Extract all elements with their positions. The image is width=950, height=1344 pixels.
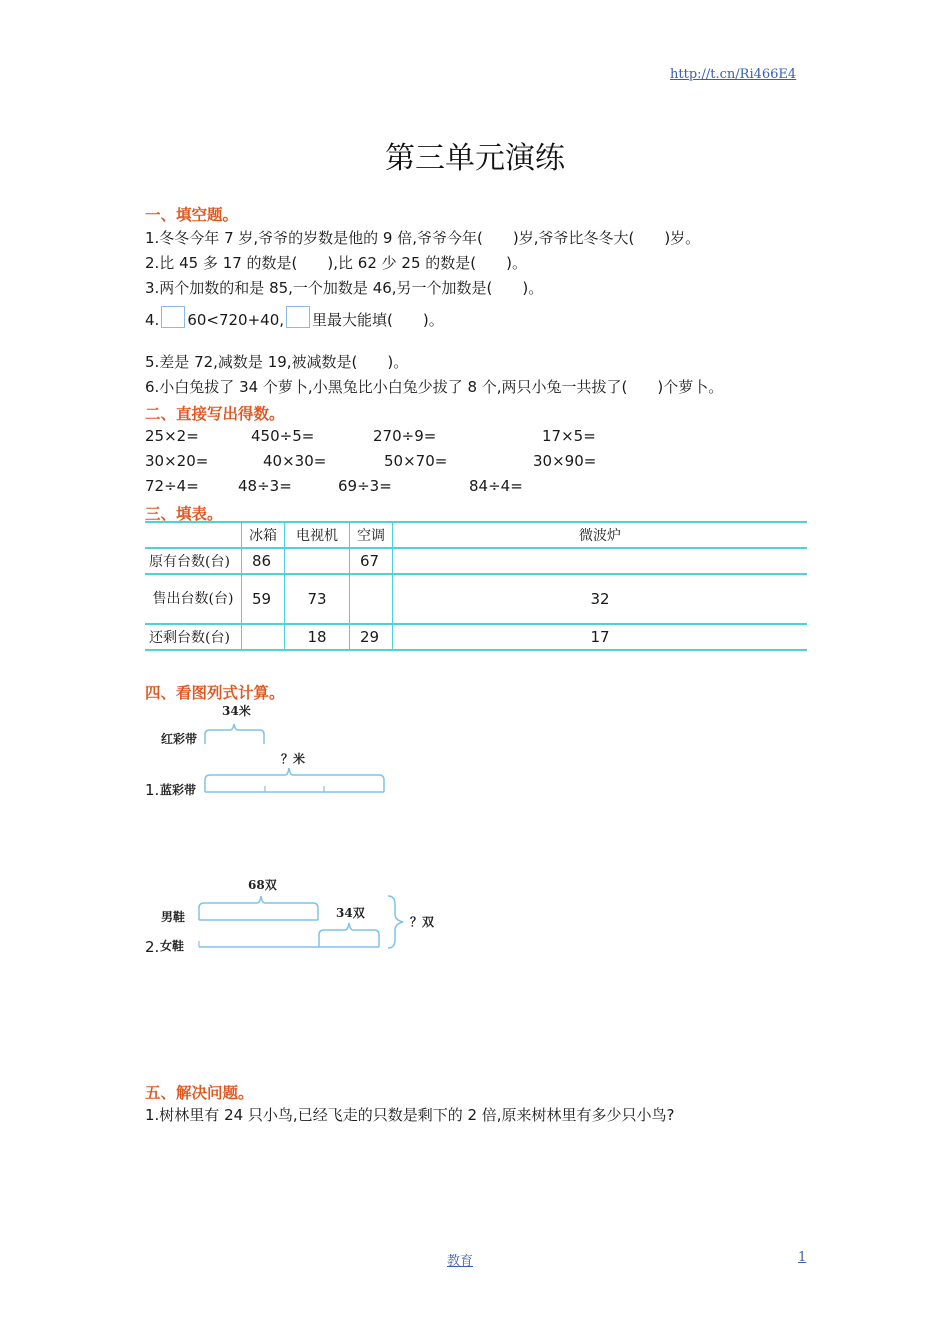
brace-34 bbox=[319, 923, 379, 947]
table-header-cell: 电视机 bbox=[285, 522, 350, 548]
diagram-2-row-label: 女鞋 bbox=[160, 939, 185, 953]
brace-total bbox=[205, 768, 384, 792]
calc-item: 69÷3= bbox=[338, 477, 392, 495]
table-cell bbox=[350, 574, 393, 624]
table-cell: 17 bbox=[393, 624, 808, 650]
table-cell: 86 bbox=[242, 548, 285, 574]
question-1-3: 3.两个加数的和是 85,一个加数是 46,另一个加数是( )。 bbox=[145, 279, 544, 297]
table-row bbox=[145, 624, 807, 650]
calc-item: 30×90= bbox=[533, 452, 597, 470]
table-cell bbox=[242, 624, 285, 650]
calc-item: 30×20= bbox=[145, 452, 209, 470]
diagram-2-right-label: ？双 bbox=[410, 915, 435, 929]
blank-box bbox=[286, 306, 310, 328]
diagram-1-number: 1. bbox=[145, 781, 160, 799]
table-cell: 18 bbox=[285, 624, 350, 650]
section-1-heading: 一、填空题。 bbox=[145, 206, 239, 224]
page-number: 1 bbox=[798, 1250, 807, 1265]
section-4-heading: 四、看图列式计算。 bbox=[145, 684, 285, 702]
table-cell: 59 bbox=[242, 574, 285, 624]
diagram-2-graphic bbox=[195, 888, 410, 952]
table-cell: 73 bbox=[285, 574, 350, 624]
table-row-label: 还剩台数(台) bbox=[145, 624, 242, 650]
calc-item: 270÷9= bbox=[373, 427, 437, 445]
table-cell bbox=[393, 548, 808, 574]
table-row-label: 原有台数(台) bbox=[145, 548, 242, 574]
question-5-1: 1.树林里有 24 只小鸟,已经飞走的只数是剩下的 2 倍,原来树林里有多少只小鸟? bbox=[145, 1106, 675, 1124]
diagram-1-row-label: 红彩带 bbox=[161, 732, 198, 746]
table-cell: 67 bbox=[350, 548, 393, 574]
calc-item: 40×30= bbox=[263, 452, 327, 470]
brace-right bbox=[388, 896, 403, 948]
diagram-2-top-label: 68双 bbox=[248, 878, 277, 892]
table-cell: 32 bbox=[393, 574, 808, 624]
question-1-6: 6.小白兔拔了 34 个萝卜,小黑兔比小白兔少拔了 8 个,两只小兔一共拔了( )个萝卜。 bbox=[145, 378, 724, 396]
table-row bbox=[145, 574, 807, 624]
diagram-1-mid-label: ？米 bbox=[281, 752, 306, 766]
calc-item: 450÷5= bbox=[251, 427, 315, 445]
calc-item: 84÷4= bbox=[469, 477, 523, 495]
q4-number: 4. bbox=[145, 311, 160, 329]
table-row-label: 售出台数(台) bbox=[145, 574, 242, 624]
diagram-1-row-label: 蓝彩带 bbox=[160, 783, 197, 797]
q4-expression: 60<720+40, bbox=[187, 311, 285, 329]
calc-item: 48÷3= bbox=[238, 477, 292, 495]
brace-34 bbox=[205, 724, 264, 744]
table-header-row bbox=[145, 522, 807, 548]
calc-item: 17×5= bbox=[542, 427, 596, 445]
section-2-heading: 二、直接写出得数。 bbox=[145, 405, 285, 423]
question-1-4 bbox=[145, 306, 444, 330]
brace-68 bbox=[199, 896, 318, 920]
diagram-2-number: 2. bbox=[145, 938, 160, 956]
diagram-2-row-label: 男鞋 bbox=[161, 910, 186, 924]
fill-table bbox=[145, 521, 807, 651]
question-1-1: 1.冬冬今年 7 岁,爷爷的岁数是他的 9 倍,爷爷今年( )岁,爷爷比冬冬大( )岁。 bbox=[145, 229, 701, 247]
diagram-2-mid-label: 34双 bbox=[336, 906, 365, 920]
table-cell: 29 bbox=[350, 624, 393, 650]
diagram-1-graphic bbox=[200, 712, 390, 796]
table-header-cell bbox=[145, 522, 242, 548]
table-row bbox=[145, 548, 807, 574]
footer-link[interactable]: 教育 bbox=[447, 1254, 474, 1269]
calc-item: 50×70= bbox=[384, 452, 448, 470]
question-1-5: 5.差是 72,减数是 19,被减数是( )。 bbox=[145, 353, 409, 371]
table-header-cell: 微波炉 bbox=[393, 522, 808, 548]
section-3-heading: 三、填表。 bbox=[145, 505, 223, 523]
diagram-1-top-label: 34米 bbox=[222, 704, 251, 718]
q4-tail: 里最大能填( )。 bbox=[312, 311, 444, 329]
table-header-cell: 空调 bbox=[350, 522, 393, 548]
section-5-heading: 五、解决问题。 bbox=[145, 1084, 254, 1102]
page-title: 第三单元演练 bbox=[385, 141, 565, 176]
table-header-cell: 冰箱 bbox=[242, 522, 285, 548]
header-link[interactable]: http://t.cn/Ri466E4 bbox=[670, 67, 797, 82]
question-1-2: 2.比 45 多 17 的数是( ),比 62 少 25 的数是( )。 bbox=[145, 254, 527, 272]
table-cell bbox=[285, 548, 350, 574]
calc-item: 72÷4= bbox=[145, 477, 199, 495]
blank-box bbox=[161, 306, 185, 328]
calc-item: 25×2= bbox=[145, 427, 199, 445]
